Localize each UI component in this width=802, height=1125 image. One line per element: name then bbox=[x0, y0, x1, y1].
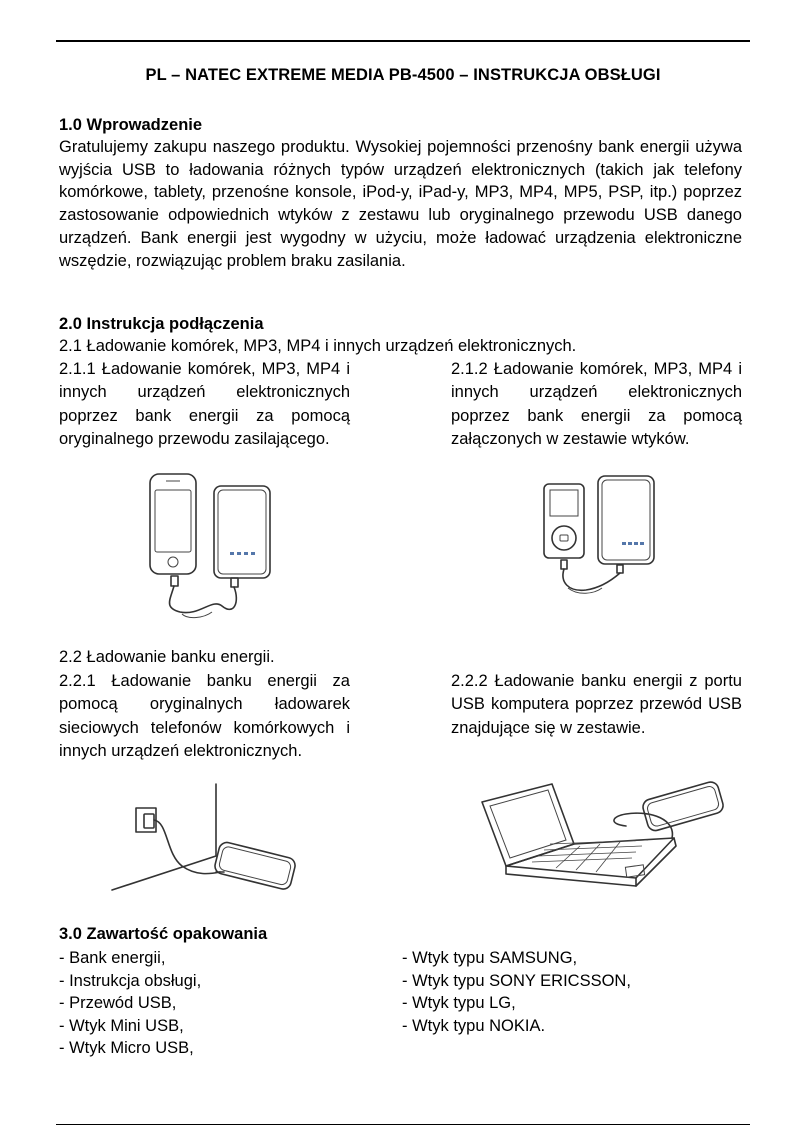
mp3-charging-illustration bbox=[538, 470, 668, 600]
list-item: - Przewód USB, bbox=[59, 992, 201, 1015]
paragraph-2-1-1: 2.1.1 Ładowanie komórek, MP3, MP4 i innych urządzeń elektronicznych poprzez bank energii za pomocą oryginalnego przewodu zasilającego. bbox=[59, 360, 350, 449]
section-heading-package: 3.0 Zawartość opakowania bbox=[59, 925, 268, 943]
list-item: - Wtyk Micro USB, bbox=[59, 1037, 201, 1060]
list-item: - Wtyk typu SAMSUNG, bbox=[402, 947, 631, 970]
list-item: - Wtyk typu LG, bbox=[402, 992, 631, 1015]
top-rule bbox=[56, 40, 750, 42]
intro-paragraph: Gratulujemy zakupu naszego produktu. Wysokiej pojemności przenośny bank energii używa wyjścia USB to ładowania różnych typów urządzeń elektronicznych (takich jak telefony komórkowe, tablety, przenośne konsole, iPod-y, iPad-y, MP3, MP4, MP5, PSP, itp.) poprzez zastosowanie odpowiednich wtyków z zestawu lub oryginalnego przewodu USB danego urządzeń. Bank energii jest wygodny w użyciu, może ładować urządzenia elektroniczne wszędzie, rozwiązując problem braku zasilania. bbox=[59, 138, 742, 270]
paragraph-2-1-2: 2.1.2 Ładowanie komórek, MP3, MP4 i innych urządzeń elektronicznych poprzez bank energii za pomocą załączonych w zestawie wtyków. bbox=[451, 360, 742, 449]
section-heading-connection: 2.0 Instrukcja podłączenia bbox=[59, 315, 264, 333]
list-item: - Instrukcja obsługi, bbox=[59, 970, 201, 993]
package-list-right bbox=[402, 947, 631, 1037]
subheading-2-2: 2.2 Ładowanie banku energii. bbox=[59, 648, 275, 666]
list-item: - Bank energii, bbox=[59, 947, 201, 970]
list-item: - Wtyk typu SONY ERICSSON, bbox=[402, 970, 631, 993]
phone-charging-illustration bbox=[142, 468, 282, 624]
package-list-left bbox=[59, 947, 201, 1060]
subheading-2-1: 2.1 Ładowanie komórek, MP3, MP4 i innych urządzeń elektronicznych. bbox=[59, 337, 577, 355]
paragraph-2-2-1: 2.2.1 Ładowanie banku energii za pomocą oryginalnych ładowarek sieciowych telefonów komórkowych i innych urządzeń elektronicznych. bbox=[59, 672, 350, 761]
wall-charger-illustration bbox=[106, 780, 306, 898]
laptop-charging-illustration bbox=[476, 780, 726, 896]
section-heading-intro: 1.0 Wprowadzenie bbox=[59, 116, 203, 134]
list-item: - Wtyk Mini USB, bbox=[59, 1015, 201, 1038]
list-item: - Wtyk typu NOKIA. bbox=[402, 1015, 631, 1038]
paragraph-2-2-2: 2.2.2 Ładowanie banku energii z portu USB komputera poprzez przewód USB znajdujące się w zestawie. bbox=[451, 672, 742, 737]
document-title: PL – NATEC EXTREME MEDIA PB-4500 – INSTRUKCJA OBSŁUGI bbox=[145, 66, 661, 84]
